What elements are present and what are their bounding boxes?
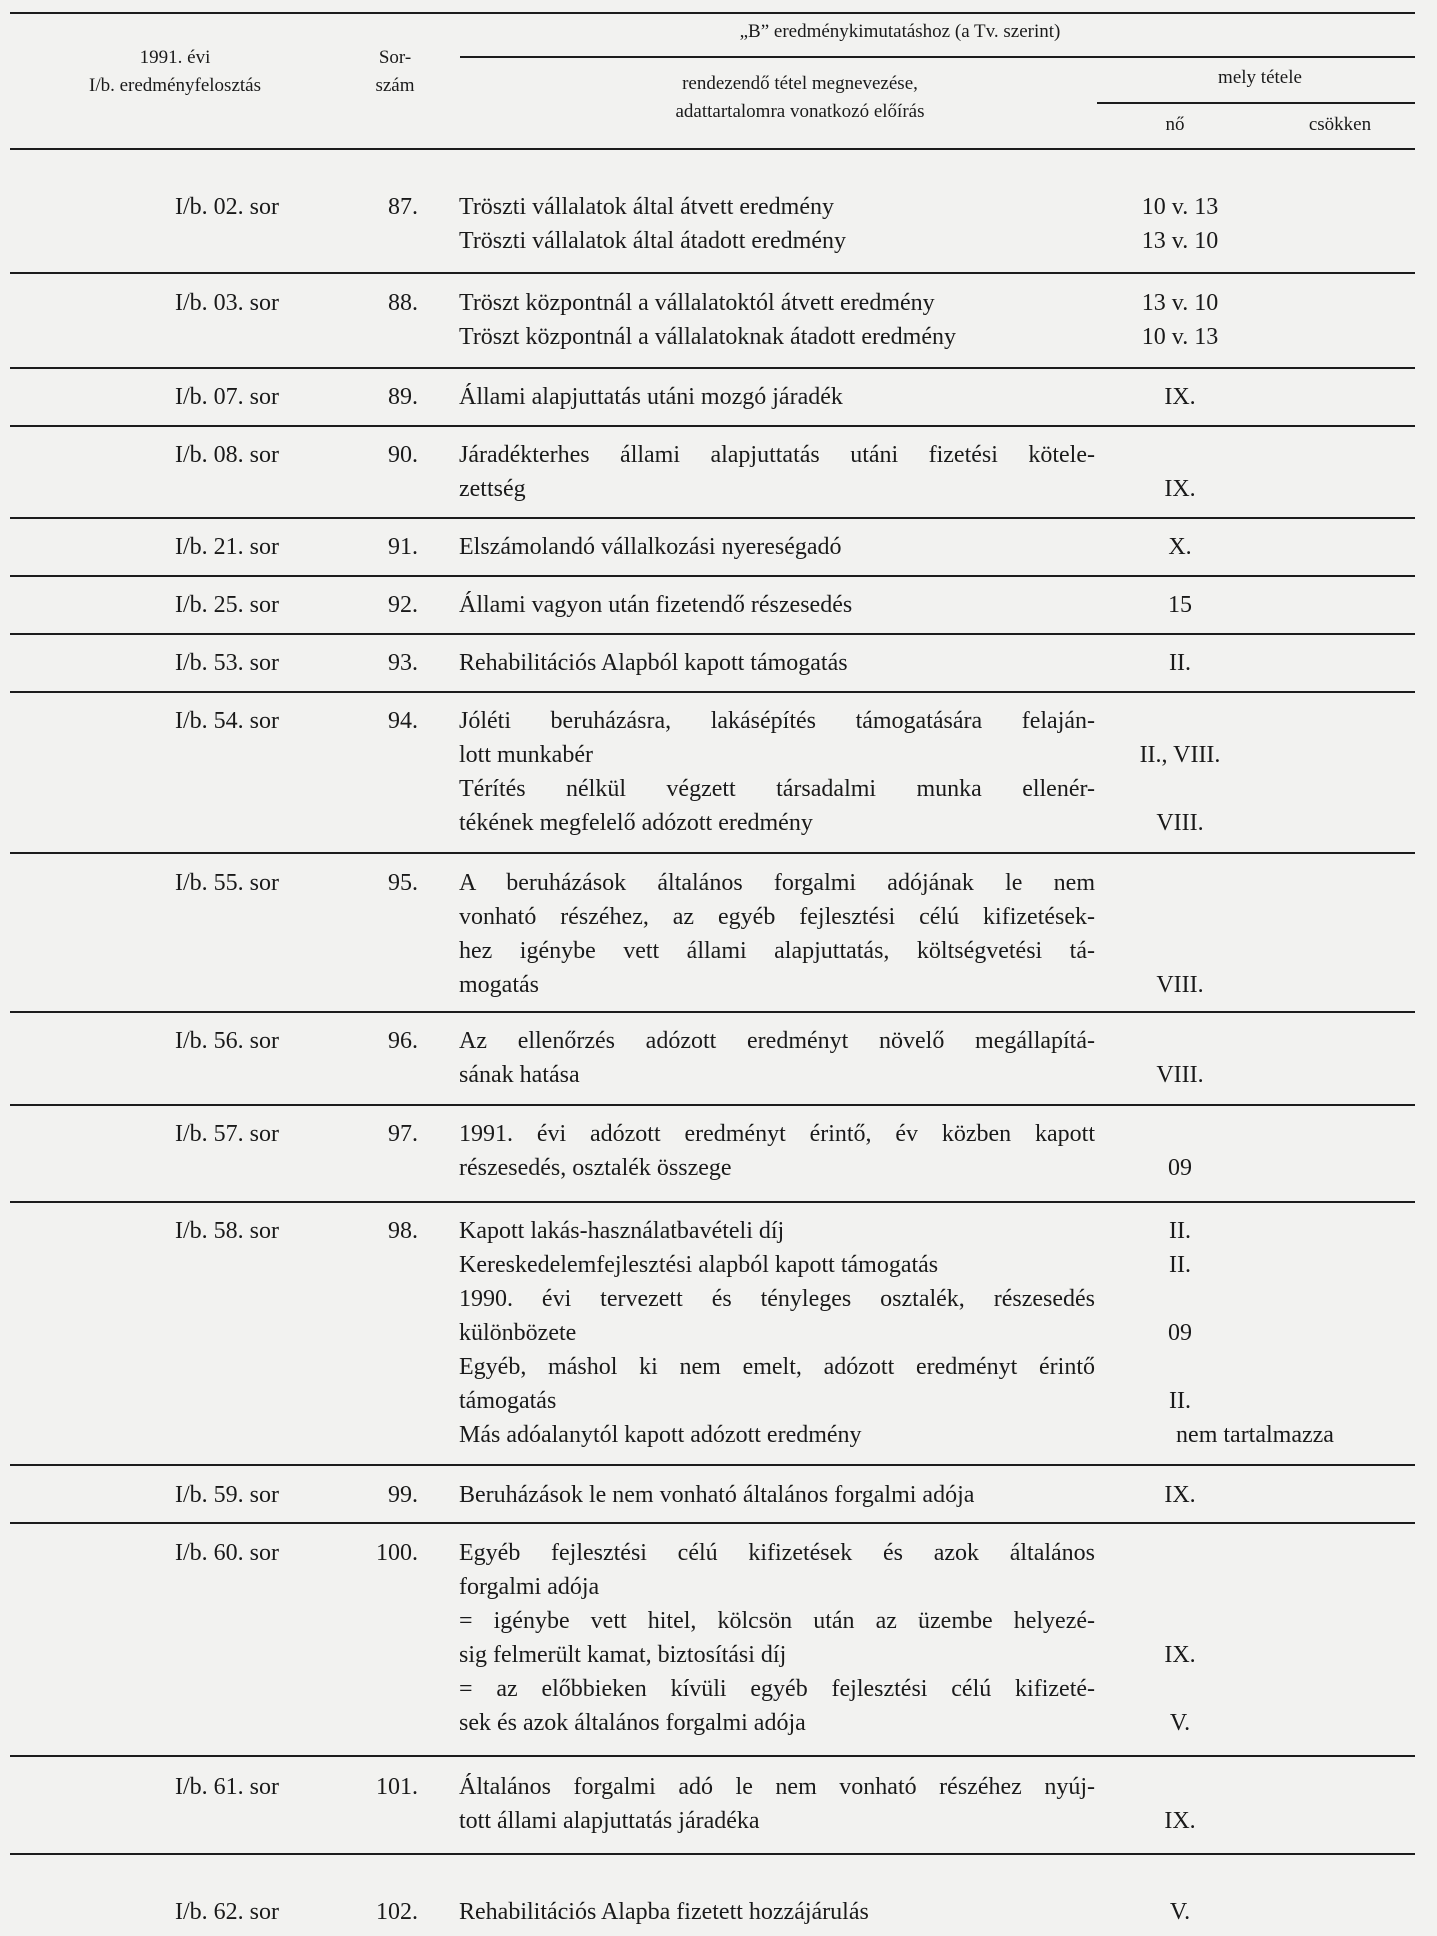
- row-sor: I/b. 25. sor: [175, 592, 279, 618]
- row-description: [459, 866, 1095, 1002]
- description-line: forgalmi adója: [459, 1574, 600, 1600]
- row-sorszam: 95.: [388, 870, 418, 896]
- row-divider: [10, 575, 1415, 577]
- description-line: Kapott lakás-használatbavételi díj: [459, 1218, 785, 1244]
- description-line: Tröszt központnál a vállalatoknak átadott eredmény: [459, 324, 956, 350]
- description-line: = az előbbieken kívüli egyéb fejlesztési célú kifizeté-: [459, 1676, 1095, 1702]
- row-sor: I/b. 62. sor: [175, 1899, 279, 1925]
- description-line: Jóléti beruházásra, lakásépítés támogatására felaján-: [459, 708, 1095, 734]
- description-line: támogatás: [459, 1388, 557, 1414]
- description-line: Rehabilitációs Alapból kapott támogatás: [459, 650, 848, 676]
- row-sorszam: 101.: [376, 1774, 418, 1800]
- row-divider: [10, 1464, 1415, 1466]
- description-line: Az ellenőrzés adózott eredményt növelő megállapítá-: [459, 1028, 1095, 1054]
- row-reference: IX.: [1164, 476, 1196, 502]
- description-line: sának hatása: [459, 1062, 580, 1088]
- row-reference: VIII.: [1156, 810, 1204, 836]
- row-reference: II.: [1169, 1218, 1191, 1244]
- row-description: [459, 1214, 1095, 1452]
- header-b-rule: [460, 56, 1415, 58]
- row-description: [459, 704, 1095, 840]
- description-line: zettség: [459, 476, 526, 502]
- row-sorszam: 93.: [388, 650, 418, 676]
- description-line: Tröszt központnál a vállalatoktól átvett eredmény: [459, 290, 935, 316]
- row-divider: [10, 1104, 1415, 1106]
- row-divider: [10, 1201, 1415, 1203]
- row-description: [459, 1117, 1095, 1185]
- description-line: Rehabilitációs Alapba fizetett hozzájárulás: [459, 1899, 869, 1925]
- description-line: különbözete: [459, 1320, 577, 1346]
- row-reference: V.: [1169, 1710, 1191, 1736]
- row-sor: I/b. 59. sor: [175, 1482, 279, 1508]
- row-reference: 09: [1168, 1320, 1192, 1346]
- row-sor: I/b. 56. sor: [175, 1028, 279, 1054]
- description-line: Tröszti vállalatok által átvett eredmény: [459, 194, 834, 220]
- header-col3-sub2: adattartalomra vonatkozó előírás: [675, 101, 925, 122]
- header-bottom-rule: [10, 148, 1415, 150]
- row-reference: X.: [1168, 534, 1192, 560]
- row-reference: II., VIII.: [1139, 742, 1221, 768]
- row-sor: I/b. 03. sor: [175, 290, 279, 316]
- row-divider: [10, 691, 1415, 693]
- row-reference: II.: [1169, 1388, 1191, 1414]
- description-line: sek és azok általános forgalmi adója: [459, 1710, 806, 1736]
- row-description: [459, 588, 1095, 622]
- description-line: sig felmerült kamat, biztosítási díj: [459, 1642, 787, 1668]
- row-sorszam: 88.: [388, 290, 418, 316]
- description-line: mogatás: [459, 972, 539, 998]
- row-description: [459, 1770, 1095, 1838]
- header-col1: [40, 44, 310, 100]
- row-divider: [10, 1755, 1415, 1757]
- description-line: Állami vagyon után fizetendő részesedés: [459, 592, 853, 618]
- row-sor: I/b. 55. sor: [175, 870, 279, 896]
- row-sorszam: 100.: [376, 1540, 418, 1566]
- description-line: Tröszti vállalatok által átadott eredmény: [459, 228, 846, 254]
- row-sor: I/b. 21. sor: [175, 534, 279, 560]
- row-sorszam: 98.: [388, 1218, 418, 1244]
- description-line: Térítés nélkül végzett társadalmi munka ellenér-: [459, 776, 1095, 802]
- row-divider: [10, 633, 1415, 635]
- row-sorszam: 99.: [388, 1482, 418, 1508]
- row-sor: I/b. 53. sor: [175, 650, 279, 676]
- row-reference: 09: [1168, 1155, 1192, 1181]
- row-description: [459, 530, 1095, 564]
- row-sor: I/b. 60. sor: [175, 1540, 279, 1566]
- description-line: részesedés, osztalék összege: [459, 1155, 732, 1181]
- row-sorszam: 92.: [388, 592, 418, 618]
- row-sor: I/b. 57. sor: [175, 1121, 279, 1147]
- row-divider: [10, 425, 1415, 427]
- row-sorszam: 91.: [388, 534, 418, 560]
- row-reference: IX.: [1164, 384, 1196, 410]
- row-reference: II.: [1169, 650, 1191, 676]
- description-line: Kereskedelemfejlesztési alapból kapott támogatás: [459, 1252, 939, 1278]
- row-sor: I/b. 54. sor: [175, 708, 279, 734]
- row-sor: I/b. 08. sor: [175, 442, 279, 468]
- row-description: [459, 1536, 1095, 1740]
- row-sorszam: 96.: [388, 1028, 418, 1054]
- header-col3-sub1: rendezendő tétel megnevezése,: [682, 73, 918, 94]
- row-reference: IX.: [1164, 1482, 1196, 1508]
- row-description: [459, 438, 1095, 506]
- row-description: [459, 1024, 1095, 1092]
- header-col4-a: nő: [1165, 114, 1185, 135]
- row-divider: [10, 852, 1415, 854]
- row-description: [459, 1895, 1095, 1929]
- row-reference: IX.: [1164, 1808, 1196, 1834]
- row-description: [459, 1478, 1095, 1512]
- description-line: Állami alapjuttatás utáni mozgó járadék: [459, 384, 843, 410]
- row-sor: I/b. 61. sor: [175, 1774, 279, 1800]
- description-line: lott munkabér: [459, 742, 593, 768]
- header-col3-title: „B” eredménykimutatáshoz (a Tv. szerint): [739, 21, 1061, 42]
- row-sorszam: 102.: [376, 1899, 418, 1925]
- description-line: Általános forgalmi adó le nem vonható részéhez nyúj-: [459, 1774, 1095, 1800]
- row-sorszam: 94.: [388, 708, 418, 734]
- row-reference: II.: [1169, 1252, 1191, 1278]
- row-divider: [10, 272, 1415, 274]
- description-line: vonható részéhez, az egyéb fejlesztési célú kifizetések-: [459, 904, 1095, 930]
- row-sorszam: 87.: [388, 194, 418, 220]
- description-line: = igénybe vett hitel, kölcsön után az üzembe helyezé-: [459, 1608, 1095, 1634]
- row-sor: I/b. 07. sor: [175, 384, 279, 410]
- row-divider: [10, 1522, 1415, 1524]
- description-line: Egyéb, máshol ki nem emelt, adózott eredményt érintő: [459, 1354, 1095, 1380]
- row-description: [459, 380, 1095, 414]
- row-reference: IX.: [1164, 1642, 1196, 1668]
- description-line: tékének megfelelő adózott eredmény: [459, 810, 813, 836]
- row-divider: [10, 517, 1415, 519]
- header-col1-line1: 1991. évi: [139, 47, 211, 68]
- row-reference: nem tartalmazza: [1176, 1422, 1334, 1448]
- row-reference: 10 v. 13: [1141, 324, 1219, 350]
- row-reference: VIII.: [1156, 972, 1204, 998]
- header-col3-sub: [580, 70, 1020, 126]
- row-description: [459, 286, 1095, 354]
- row-reference: 13 v. 10: [1141, 290, 1219, 316]
- row-reference: 10 v. 13: [1141, 194, 1219, 220]
- description-line: hez igénybe vett állami alapjuttatás, költségvetési tá-: [459, 938, 1095, 964]
- description-line: Elszámolandó vállalkozási nyereségadó: [459, 534, 842, 560]
- row-divider: [10, 1853, 1415, 1855]
- header-col4-b: csökken: [1308, 114, 1372, 135]
- row-description: [459, 190, 1095, 258]
- description-line: Egyéb fejlesztési célú kifizetések és azok általános: [459, 1540, 1095, 1566]
- description-line: 1990. évi tervezett és tényleges osztalék, részesedés: [459, 1286, 1095, 1312]
- row-divider: [10, 1011, 1415, 1013]
- row-sorszam: 89.: [388, 384, 418, 410]
- header-col2-line2: szám: [375, 75, 415, 96]
- description-line: Beruházások le nem vonható általános forgalmi adója: [459, 1482, 975, 1508]
- header-col4-title: mely tétele: [1218, 67, 1302, 88]
- header-mely-rule: [1097, 102, 1415, 104]
- row-sor: I/b. 58. sor: [175, 1218, 279, 1244]
- description-line: Járadékterhes állami alapjuttatás utáni fizetési kötele-: [459, 442, 1095, 468]
- row-divider: [10, 367, 1415, 369]
- description-line: Más adóalanytól kapott adózott eredmény: [459, 1422, 862, 1448]
- row-sor: I/b. 02. sor: [175, 194, 279, 220]
- description-line: tott állami alapjuttatás járadéka: [459, 1808, 760, 1834]
- row-reference: VIII.: [1156, 1062, 1204, 1088]
- row-reference: 13 v. 10: [1141, 228, 1219, 254]
- top-rule: [10, 12, 1415, 14]
- description-line: A beruházások általános forgalmi adójának le nem: [459, 870, 1095, 896]
- row-sorszam: 97.: [388, 1121, 418, 1147]
- row-description: [459, 646, 1095, 680]
- header-col2-line1: Sor-: [378, 47, 412, 68]
- row-reference: V.: [1169, 1899, 1191, 1925]
- row-reference: 15: [1168, 592, 1192, 618]
- header-col1-line2: I/b. eredményfelosztás: [89, 75, 261, 96]
- description-line: 1991. évi adózott eredményt érintő, év közben kapott: [459, 1121, 1095, 1147]
- header-col2: [340, 44, 450, 100]
- row-sorszam: 90.: [388, 442, 418, 468]
